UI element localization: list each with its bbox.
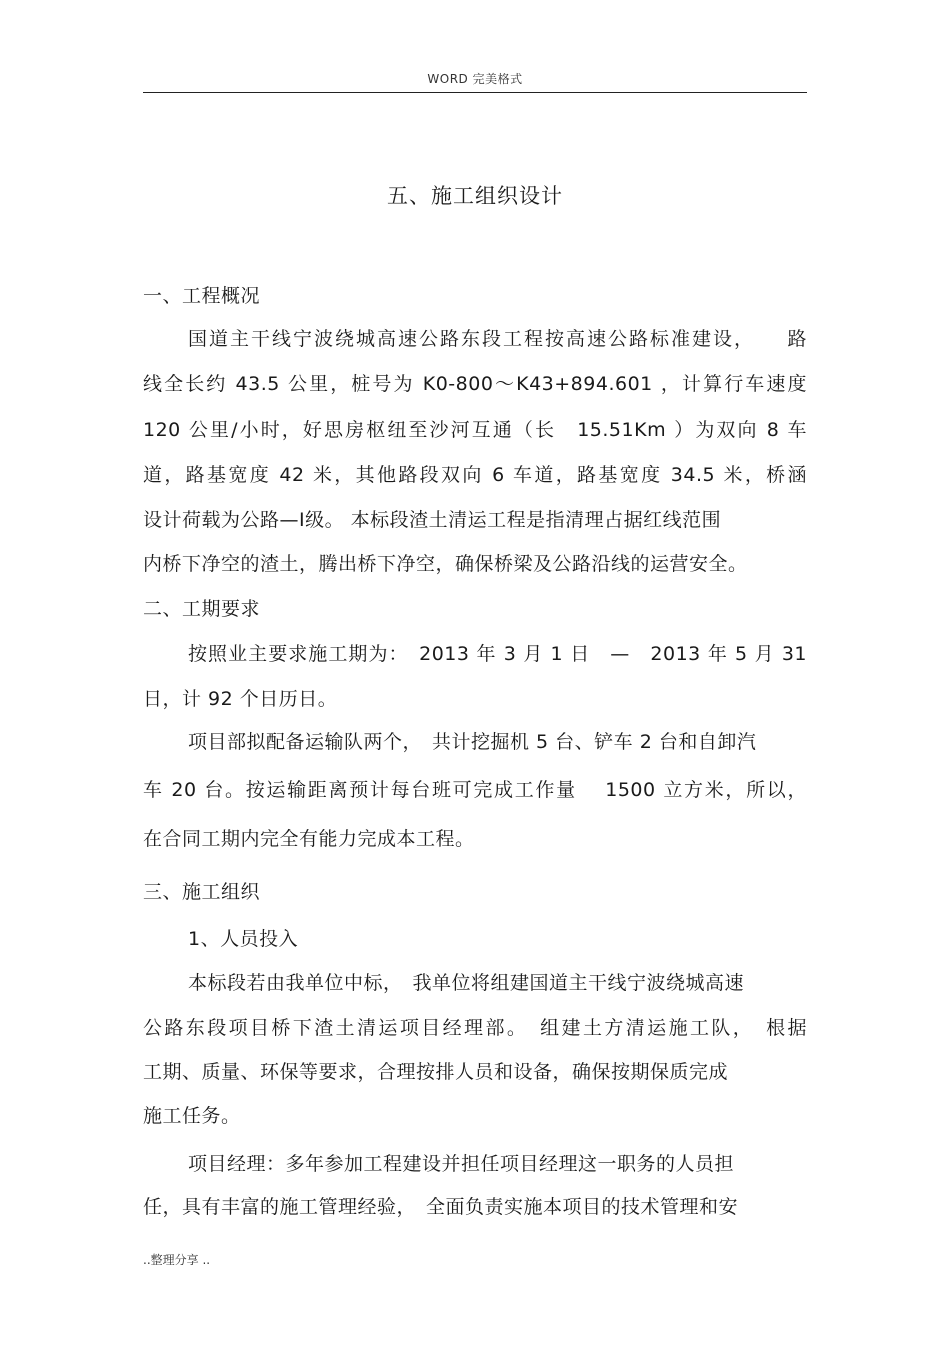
paragraph-line: 日，计 92 个日历日。: [143, 688, 338, 710]
page-header: WORD 完美格式: [427, 72, 523, 86]
subsection-heading-personnel: 1、人员投入: [188, 928, 299, 950]
paragraph-line: 施工任务。: [143, 1105, 241, 1127]
paragraph-line: 内桥下净空的渣土，腾出桥下净空，确保桥梁及公路沿线的运营安全。: [143, 553, 748, 575]
paragraph-line: 车 20 台。按运输距离预计每台班可完成工作量 1500 立方米，所以，: [143, 779, 807, 801]
paragraph-line: 设计荷载为公路—Ⅰ级。 本标段渣土清运工程是指清理占据红线范围: [143, 509, 722, 531]
paragraph-line: 项目部拟配备运输队两个， 共计挖掘机 5 台、铲车 2 台和自卸汽: [188, 731, 757, 753]
paragraph-line: 线全长约 43.5 公里，桩号为 K0-800～K43+894.601 ，计算行车速度: [143, 373, 807, 395]
paragraph-line: 任，具有丰富的施工管理经验， 全面负责实施本项目的技术管理和安: [143, 1196, 739, 1218]
paragraph-line: 工期、质量、环保等要求，合理按排人员和设备，确保按期保质完成: [143, 1061, 729, 1083]
paragraph-line: 项目经理：多年参加工程建设并担任项目经理这一职务的人员担: [188, 1153, 735, 1175]
paragraph-line: 国道主干线宁波绕城高速公路东段工程按高速公路标准建设， 路: [188, 328, 807, 350]
paragraph-line: 道，路基宽度 42 米，其他路段双向 6 车道，路基宽度 34.5 米，桥涵: [143, 464, 807, 486]
paragraph-line: 本标段若由我单位中标， 我单位将组建国道主干线宁波绕城高速: [188, 972, 745, 994]
paragraph-line: 120 公里/小时，好思房枢纽至沙河互通（长 15.51Km ）为双向 8 车: [143, 419, 807, 441]
paragraph-line: 在合同工期内完全有能力完成本工程。: [143, 828, 475, 850]
section-heading-overview: 一、工程概况: [143, 285, 261, 307]
page-footer: ..整理分享 ..: [143, 1253, 211, 1267]
section-heading-schedule: 二、工期要求: [143, 598, 261, 620]
document-title: 五、施工组织设计: [387, 184, 563, 208]
section-heading-organization: 三、施工组织: [143, 881, 261, 903]
header-divider: [143, 92, 807, 93]
paragraph-line: 公路东段项目桥下渣土清运项目经理部。 组建土方清运施工队， 根据: [143, 1017, 807, 1039]
paragraph-line: 按照业主要求施工期为： 2013 年 3 月 1 日 — 2013 年 5 月 31: [188, 643, 807, 665]
